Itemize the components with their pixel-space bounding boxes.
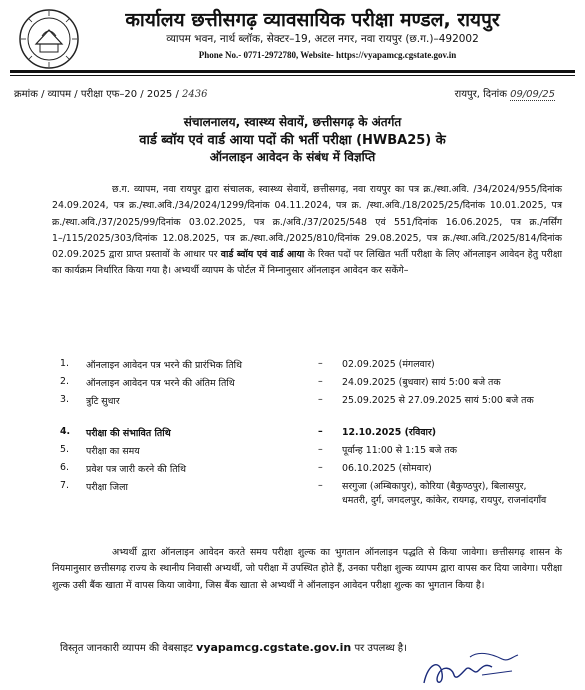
schedule-row [60, 358, 552, 372]
schedule-dash: – [318, 376, 323, 387]
schedule-value: 06.10.2025 (सोमवार) [342, 463, 432, 474]
header-divider [10, 70, 575, 73]
issue-date [455, 86, 555, 100]
organization-contact: Phone No.- 0771-2972780, Website- https://vyapamcg.cgstate.gov.in [198, 50, 457, 60]
schedule-dash: – [318, 426, 323, 437]
notice-body-paragraph [52, 182, 562, 280]
schedule-label: परीक्षा की संभावित तिथि [86, 428, 171, 439]
schedule-label: त्रुटि सुधार [86, 396, 120, 407]
schedule-dash: – [318, 358, 323, 369]
schedule-row [60, 376, 552, 390]
schedule-dash: – [318, 462, 323, 473]
schedule-row [60, 480, 552, 508]
reference-handwritten-number: 2436 [182, 89, 208, 100]
schedule-value: 12.10.2025 (रविवार) [342, 427, 437, 438]
paragraph-text-b: के रिक्त पदों पर लिखित भर्ती परीक्षा के लिए ऑनलाइन आवेदन हेतु परीक्षा का कार्यक्रम निर्धारित किया गया है। अभ्यर्थी व्यापम के पोर्टल में निम्नानुसार ऑनलाइन आवेदन कर सकेंगे– [52, 249, 563, 277]
schedule-number: 7. [60, 480, 69, 491]
reference-prefix: क्रमांक / व्यापम / परीक्षा एफ–20 / 2025 / [14, 89, 183, 100]
organization-title: कार्यालय छत्तीसगढ़ व्यावसायिक परीक्षा मण्डल, रायपुर [125, 9, 500, 31]
schedule-label: ऑनलाइन आवेदन पत्र भरने की प्रारंभिक तिथि [86, 360, 243, 371]
schedule-label: ऑनलाइन आवेदन पत्र भरने की अंतिम तिथि [86, 378, 235, 389]
schedule-value: पूर्वान्ह 11:00 से 1:15 बजे तक [342, 445, 457, 456]
schedule-number: 4. [60, 426, 71, 437]
notice-heading-line2: वार्ड ब्वॉय एवं वार्ड आया पदों की भर्ती परीक्षा (HWBA25) के [139, 133, 446, 148]
schedule-label: परीक्षा का समय [86, 446, 140, 457]
notice-heading-line1: संचालनालय, स्वास्थ्य सेवायें, छत्तीसगढ़ के अंतर्गत [183, 115, 402, 129]
website-prefix: विस्तृत जानकारी व्यापम की वेबसाइट [60, 643, 197, 654]
schedule-row [60, 394, 552, 408]
handwritten-signature-icon [412, 645, 532, 690]
schedule-number: 5. [60, 444, 69, 455]
schedule-dash: – [318, 480, 323, 491]
paragraph-post-names: वार्ड ब्वॉय एवं वार्ड आया [220, 249, 305, 261]
paragraph-text-a: छ.ग. व्यापम, नवा रायपुर द्वारा संचालक, स्वास्थ्य सेवायें, छत्तीसगढ़, नवा रायपुर का पत्र क्र./स्था.अवि. /34/2024/955/दिनांक 24.09.2024, पत्र क्र./स्था.अवि./34/2024/1299/दिनांक 04.11.2024, पत्र क्र. /स्था.अवि./18/2025/25/दिनांक 10.01.2025, पत्र क्र./स्था.अवि./37/2025/99/दिनांक 03.02.2025, पत्र क्र./अवि./37/2025/548 एवं 551/दिनांक 16.06.2025, पत्र क्र./नर्सिंग 1–/115/2025/303/दिनांक 12.08.2025, पत्र क्र./स्था.अवि./2025/810/दिनांक 29.08.2025, पत्र क्र./स्था.अवि./2025/814/दिनांक 02.09.2025 द्वारा प्राप्त प्रस्तावों के आधार पर [52, 184, 562, 261]
date-prefix: रायपुर, दिनांक [454, 89, 511, 100]
schedule-row [60, 462, 552, 476]
date-handwritten: 09/09/25 [510, 89, 555, 100]
schedule-label: परीक्षा जिला [86, 482, 128, 493]
notice-heading-line3: ऑनलाइन आवेदन के संबंध में विज्ञप्ति [209, 150, 376, 164]
closing-paragraph-text: अभ्यर्थी द्वारा ऑनलाइन आवेदन करते समय परीक्षा शुल्क का भुगतान ऑनलाइन पद्धति से किया जावेगा। छत्तीसगढ़ शासन के नियमानुसार छत्तीसगढ़ राज्य के स्थानीय निवासी अभ्यर्थी, जो परीक्षा में उपस्थित होते हैं, उनका परीक्षा शुल्क व्यापम द्वारा वापस कर दिया जावेगा। परीक्षा शुल्क उसी बैंक खाता में वापस किया जावेगा, जिस बैंक खाता से अभ्यर्थी ने ऑनलाइन आवेदन परीक्षा शुल्क का भुगतान किया है। [52, 547, 562, 591]
schedule-number: 2. [60, 376, 69, 387]
schedule-number: 3. [60, 394, 69, 405]
reference-number [14, 86, 207, 100]
schedule-dash: – [318, 394, 323, 405]
schedule-row [60, 426, 552, 440]
header-divider-thin [10, 75, 575, 76]
schedule-number: 1. [60, 358, 69, 369]
organization-address: व्यापम भवन, नार्थ ब्लॉक, सेक्टर–19, अटल नगर, नवा रायपुर (छ.ग.)–492002 [166, 33, 479, 45]
schedule-label: प्रवेश पत्र जारी करने की तिथि [86, 464, 187, 475]
schedule-row [60, 444, 552, 458]
schedule-value: 02.09.2025 (मंगलवार) [342, 359, 435, 370]
schedule-number: 6. [60, 462, 69, 473]
schedule-value: 25.09.2025 से 27.09.2025 सायं 5:00 बजे तक [342, 395, 534, 406]
website-suffix: पर उपलब्ध है। [351, 643, 407, 654]
schedule-dash: – [318, 444, 323, 455]
fee-refund-paragraph [52, 545, 562, 594]
schedule-value: 24.09.2025 (बुधवार) सायं 5:00 बजे तक [342, 377, 501, 388]
schedule-value: सरगुजा (अम्बिकापुर), कोरिया (बैकुण्ठपुर), बिलासपुर, धमतरी, दुर्ग, जगदलपुर, कांकेर, रायगढ़, रायपुर, राजनांदगाँव [342, 481, 547, 506]
website-link[interactable]: vyapamcg.cgstate.gov.in [196, 641, 352, 654]
